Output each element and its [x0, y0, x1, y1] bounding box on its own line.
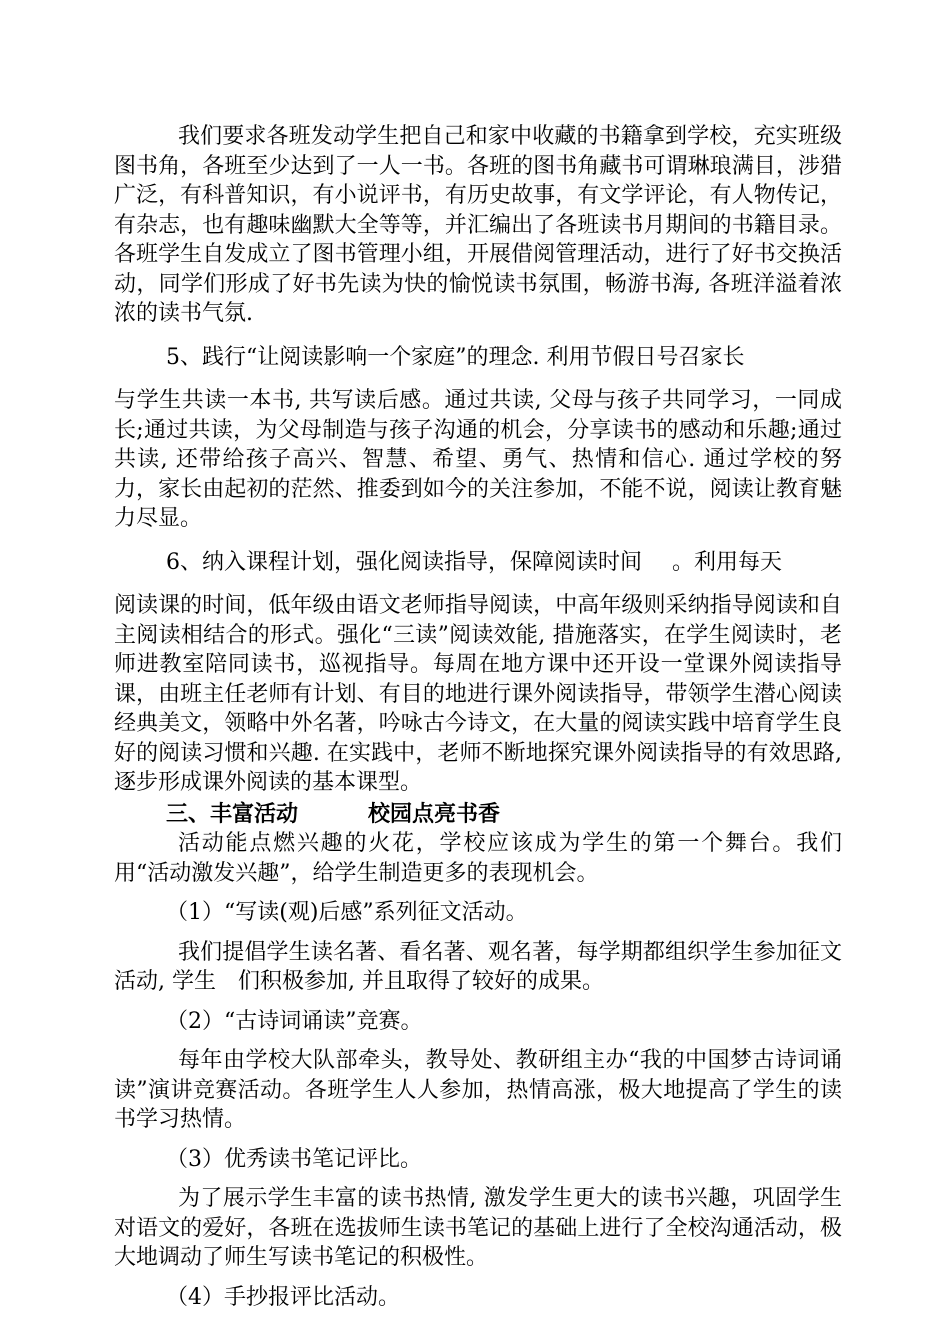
- activity-3-title: （3）优秀读书笔记评比。: [166, 1146, 422, 1172]
- activity-1-title: （1）“写读(观)后感”系列征文活动。: [166, 900, 528, 925]
- section-3-intro: 活动能点燃兴趣的火花，学校应该成为学生的第一个舞台。我们用“活动激发兴趣”，给学生制造更多的表现机会。: [114, 831, 842, 886]
- activity-2-title: （2）“古诗词诵读”竞赛。: [166, 1008, 423, 1034]
- document-page: [114, 122, 842, 1312]
- section-3-heading-b: 校园点亮书香: [368, 801, 501, 827]
- item-5-title: 5、践行“让阅读影响一个家庭”的理念. 利用节假日号召家长: [166, 344, 745, 370]
- activity-3-body: 为了展示学生丰富的读书热情, 激发学生更大的读书兴趣，巩固学生对语文的爱好，各班在选拔师生读书笔记的基础上进行了全校沟通活动，极大地调动了师生写读书笔记的积极性。: [114, 1186, 842, 1270]
- section-3-heading-a: 三、丰富活动: [166, 801, 299, 827]
- item-6-title: [114, 548, 842, 578]
- item-6-title-main: 6、纳入课程计划，强化阅读指导，保障阅读时间: [166, 549, 642, 575]
- item-6-body: 阅读课的时间，低年级由语文老师指导阅读，中高年级则采纳指导阅读和自主阅读相结合的形式。强化“三读”阅读效能, 措施落实，在学生阅读时，老师进教室陪同读书，巡视指导。每周在地方课中还开设一堂课外阅读指导课，由班主任老师有计划、有目的地进行课外阅读指导，带领学生潜心阅读经典美文，领略中外名著，吟咏古今诗文，在大量的阅读实践中培育学生良好的阅读习惯和兴趣. 在实践中，老师不断地探究课外阅读指导的有效思路, 逐步形成课外阅读的基本课型。: [114, 593, 842, 795]
- activity-2-body: 每年由学校大队部牵头，教导处、教研组主办“我的中国梦古诗词诵读”演讲竞赛活动。各班学生人人参加，热情高涨，极大地提高了学生的读书学习热情。: [114, 1048, 842, 1132]
- paragraph-book-corner: 我们要求各班发动学生把自己和家中收藏的书籍拿到学校，充实班级图书角，各班至少达到了一人一书。各班的图书角藏书可谓琳琅满目，涉猎广泛，有科普知识，有小说评书，有历史故事，有文学评论，有人物传记，有杂志，也有趣味幽默大全等等，并汇编出了各班读书月期间的书籍目录。各班学生自发成立了图书管理小组，开展借阅管理活动，进行了好书交换活动，同学们形成了好书先读为快的愉悦读书氛围，畅游书海, 各班洋溢着浓浓的读书气氛.: [114, 124, 842, 326]
- item-6-title-tail: 。利用每天: [672, 549, 783, 575]
- activity-4-title: （4）手抄报评比活动。: [166, 1284, 400, 1310]
- item-5-body: 与学生共读一本书, 共写读后感。通过共读, 父母与孩子共同学习，一同成长;通过共读，为父母制造与孩子沟通的机会，分享读书的感动和乐趣;通过共读, 还带给孩子高兴、智慧、希望、勇气、热情和信心. 通过学校的努力，家长由起初的茫然、推委到如今的关注参加，不能不说，阅读让教育魅力尽显。: [114, 388, 842, 531]
- section-3-heading: [114, 800, 842, 830]
- activity-1-body: 我们提倡学生读名著、看名著、观名著，每学期都组织学生参加征文活动, 学生 们积极参加, 并且取得了较好的成果。: [114, 939, 842, 994]
